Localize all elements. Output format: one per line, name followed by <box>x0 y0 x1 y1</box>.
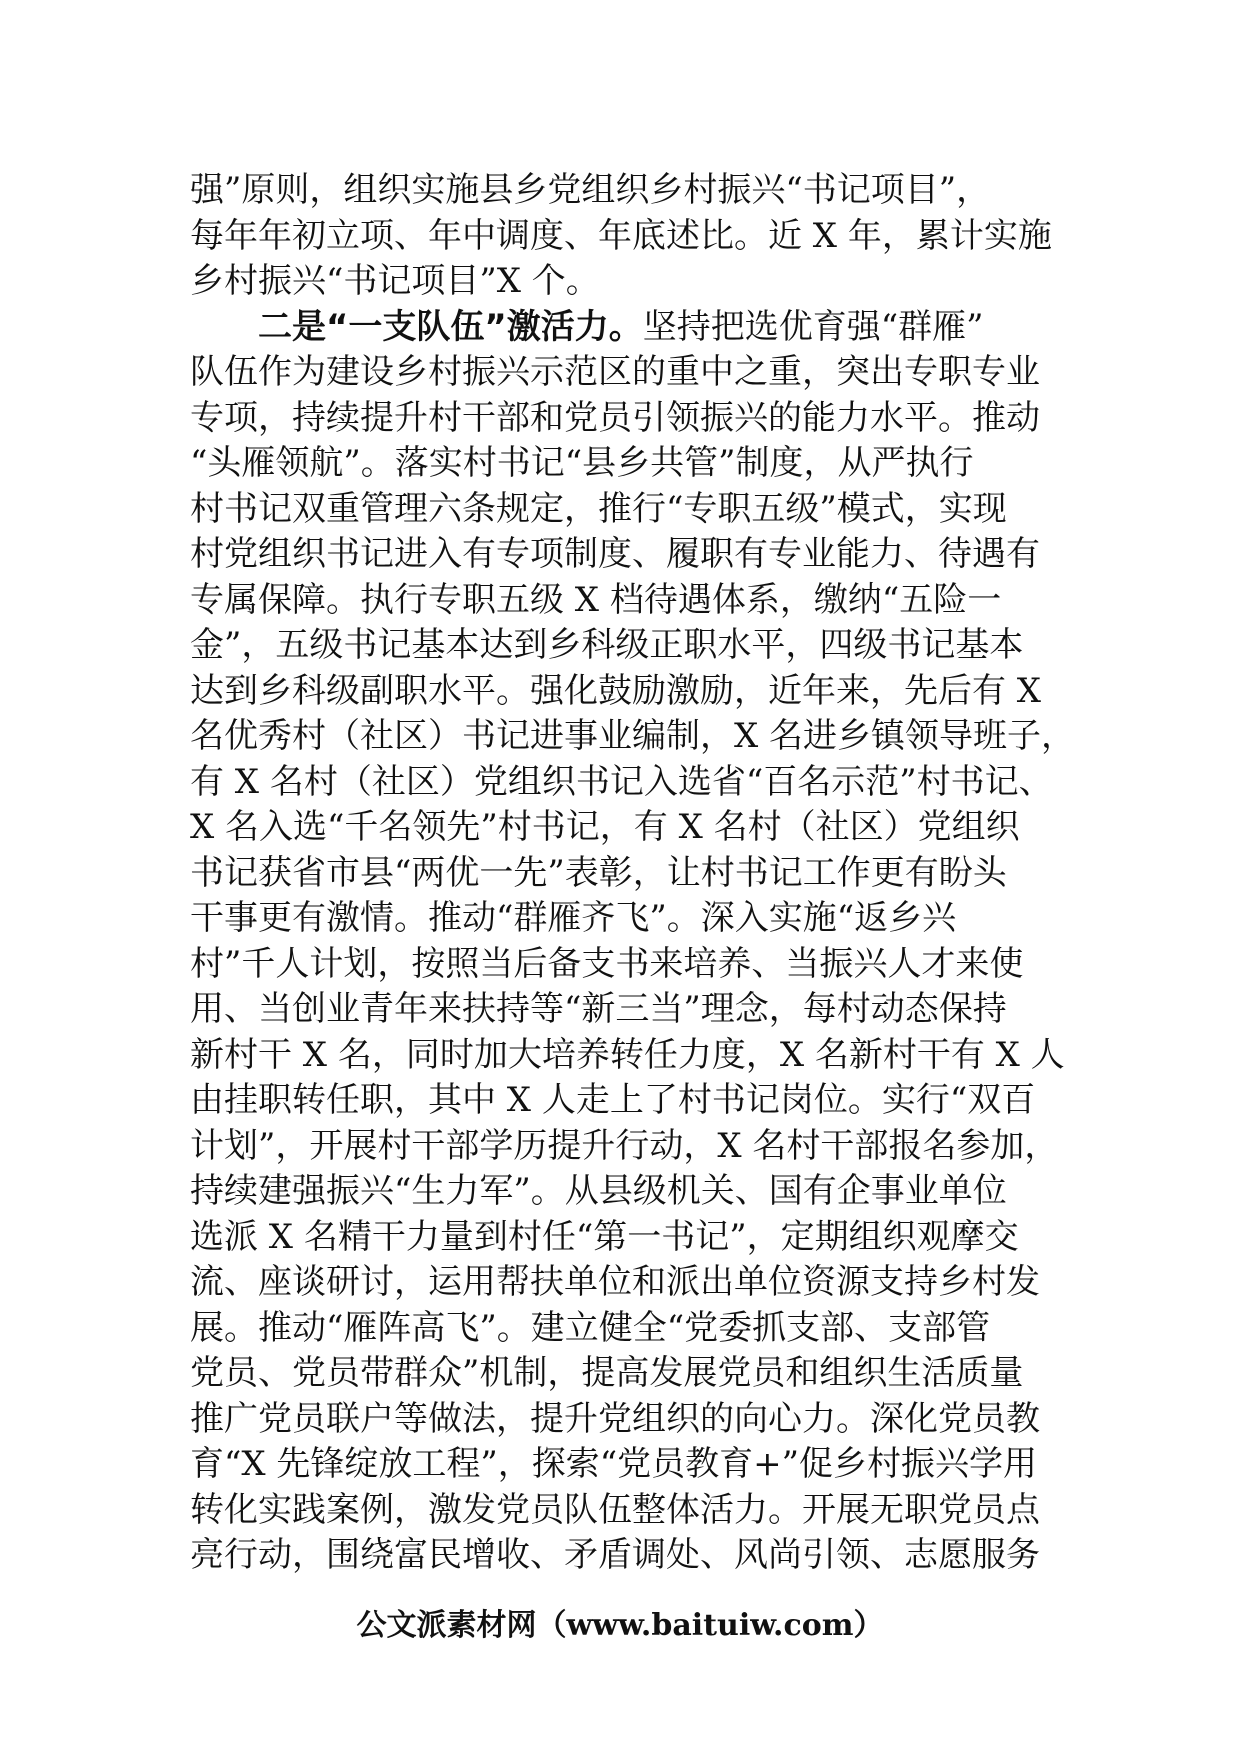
text-line: 选派 X 名精干力量到村任“第一书记”，定期组织观摩交 <box>190 1216 1019 1257</box>
text-line: 村党组织书记进入有专项制度、履职有专业能力、待遇有 <box>190 534 1040 574</box>
text-line: 转化实践案例，激发党员队伍整体活力。开展无职党员点 <box>190 1489 1040 1530</box>
text-line: 强”原则，组织实施县乡党组织乡村振兴“书记项目”， <box>190 170 991 210</box>
text-line: 展。推动“雁阵高飞”。建立健全“党委抓支部、支部管 <box>190 1307 991 1348</box>
paragraph <box>190 168 1070 305</box>
text-line: 亮行动，围绕富民增收、矛盾调处、风尚引领、志愿服务 <box>190 1535 1040 1575</box>
document-body <box>190 168 1076 1579</box>
section-heading: 二是“一支队伍”激活力。 <box>258 306 643 347</box>
text-line: 书记获省市县“两优一先”表彰，让村书记工作更有盼头 <box>190 852 1007 893</box>
text-line: 干事更有激情。推动“群雁齐飞”。深入实施“返乡兴 <box>190 898 957 938</box>
text-line: 育“X 先锋绽放工程”，探索“党员教育+”促乡村振兴学用 <box>190 1444 1038 1484</box>
text-line: 计划”，开展村干部学历提升行动，X 名村干部报名参加， <box>190 1125 1059 1166</box>
text-line: 有 X 名村（社区）党组织书记入选省“百名示范”村书记、 <box>190 761 1053 802</box>
text-line: X 名入选“千名领先”村书记，有 X 名村（社区）党组织 <box>190 807 1020 847</box>
text-line: 村书记双重管理六条规定，推行“专职五级”模式，实现 <box>190 488 1007 529</box>
text-span: 坚持把选优育强“群雁” <box>642 306 984 347</box>
text-line: “头雁领航”。落实村书记“县乡共管”制度，从严执行 <box>190 443 974 483</box>
paragraph <box>190 305 1076 1579</box>
text-line: 新村干 X 名，同时加大培养转任力度，X 名新村干有 X 人 <box>190 1034 1065 1075</box>
text-line: 村”千人计划，按照当后备支书来培养、当振兴人才来使 <box>190 943 1024 984</box>
paragraph-first-line <box>190 305 1070 351</box>
text-line: 党员、党员带群众”机制，提高发展党员和组织生活质量 <box>190 1353 1024 1393</box>
text-line: 专项，持续提升村干部和党员引领振兴的能力水平。推动 <box>190 397 1040 438</box>
text-line: 专属保障。执行专职五级 X 档待遇体系，缴纳“五险一 <box>190 579 1002 620</box>
text-line: 推广党员联户等做法，提升党组织的向心力。深化党员教 <box>190 1398 1040 1439</box>
text-line: 流、座谈研讨，运用帮扶单位和派出单位资源支持乡村发 <box>190 1262 1040 1302</box>
text-line: 金”，五级书记基本达到乡科级正职水平，四级书记基本 <box>190 625 1024 665</box>
text-line: 队伍作为建设乡村振兴示范区的重中之重，突出专职专业 <box>190 352 1040 392</box>
text-line: 达到乡科级副职水平。强化鼓励激励，近年来，先后有 X <box>190 670 1042 711</box>
text-line: 用、当创业青年来扶持等“新三当”理念，每村动态保持 <box>190 989 1007 1029</box>
footer-watermark: 公文派素材网（www.baituiw.com） <box>356 1608 884 1643</box>
text-line: 持续建强振兴“生力军”。从县级机关、国有企事业单位 <box>190 1171 1007 1211</box>
text-line: 由挂职转任职，其中 X 人走上了村书记岗位。实行“双百 <box>190 1080 1036 1120</box>
text-line: 每年年初立项、年中调度、年底述比。近 X 年，累计实施 <box>190 215 1052 256</box>
text-line: 名优秀村（社区）书记进事业编制，X 名进乡镇领导班子， <box>190 716 1076 756</box>
text-line: 乡村振兴“书记项目”X 个。 <box>190 261 600 301</box>
